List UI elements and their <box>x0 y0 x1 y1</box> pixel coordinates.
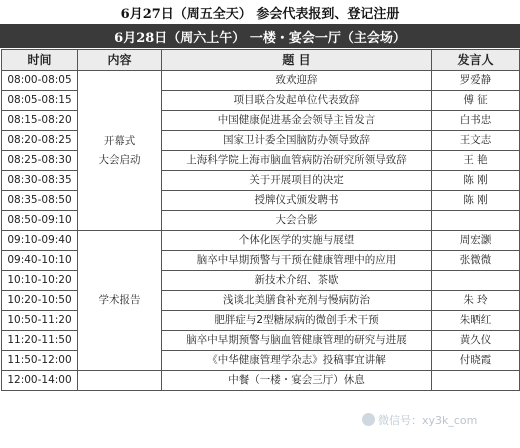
time-cell: 08:50-09:10 <box>2 211 78 231</box>
time-cell: 08:35-08:50 <box>2 191 78 211</box>
section-label: 学术报告 <box>98 294 141 306</box>
time-cell: 09:40-10:10 <box>2 251 78 271</box>
day-session-header: 6月28日（周六上午） 一楼・宴会一厅（主会场） <box>0 24 520 48</box>
topic-cell: 脑卒中早期预警与干预在健康管理中的应用 <box>162 251 432 271</box>
topic-cell: 新技术介绍、茶歇 <box>162 271 432 291</box>
speaker-cell: 白书忠 <box>432 111 520 131</box>
section-cell <box>78 231 162 371</box>
speaker-cell <box>432 271 520 291</box>
topic-cell: 项目联合发起单位代表致辞 <box>162 91 432 111</box>
time-cell: 09:10-09:40 <box>2 231 78 251</box>
speaker-cell: 陈 刚 <box>432 191 520 211</box>
speaker-cell: 朱晒红 <box>432 311 520 331</box>
time-cell: 10:20-10:50 <box>2 291 78 311</box>
topic-cell: 脑卒中早期预警与脑血管健康管理的研究与进展 <box>162 331 432 351</box>
topic-cell: 浅谈北美膳食补充剂与慢病防治 <box>162 291 432 311</box>
topic-cell: 个体化医学的实施与展望 <box>162 231 432 251</box>
watermark-text: 微信号：xy3k_com <box>378 414 478 427</box>
section-cell <box>78 71 162 231</box>
time-cell: 08:15-08:20 <box>2 111 78 131</box>
registration-banner: 6月27日（周五全天） 参会代表报到、登记注册 <box>120 6 400 22</box>
time-cell: 11:50-12:00 <box>2 351 78 371</box>
topic-cell: 致欢迎辞 <box>162 71 432 91</box>
speaker-cell: 王 艳 <box>432 151 520 171</box>
section-cell-empty <box>78 371 162 391</box>
header-speaker: 发言人 <box>432 50 520 71</box>
header-time: 时间 <box>2 50 78 71</box>
speaker-cell: 王文志 <box>432 131 520 151</box>
time-cell: 12:00-14:00 <box>2 371 78 391</box>
topic-cell: 关于开展项目的决定 <box>162 171 432 191</box>
topic-cell: 授牌仪式颁发聘书 <box>162 191 432 211</box>
speaker-cell: 陈 刚 <box>432 171 520 191</box>
topic-cell: 大会合影 <box>162 211 432 231</box>
section-label: 大会启动 <box>98 153 141 166</box>
speaker-cell <box>432 211 520 231</box>
section-label: 开幕式 <box>103 134 136 147</box>
speaker-cell: 傅 征 <box>432 91 520 111</box>
table-row <box>2 231 520 251</box>
speaker-cell <box>432 371 520 391</box>
topic-cell: 《中华健康管理学杂志》投稿事宜讲解 <box>162 351 432 371</box>
topic-cell: 中餐（一楼・宴会三厅）休息 <box>162 371 432 391</box>
speaker-cell: 付晓霞 <box>432 351 520 371</box>
header-section: 内容 <box>78 50 162 71</box>
speaker-cell: 黄久仪 <box>432 331 520 351</box>
table-row <box>2 371 520 391</box>
wechat-icon <box>362 413 375 426</box>
schedule-table <box>1 49 520 391</box>
speaker-cell: 罗爱静 <box>432 71 520 91</box>
time-cell: 10:10-10:20 <box>2 271 78 291</box>
time-cell: 10:50-11:20 <box>2 311 78 331</box>
time-cell: 11:20-11:50 <box>2 331 78 351</box>
time-cell: 08:25-08:30 <box>2 151 78 171</box>
topic-cell: 上海科学院上海市脑血管病防治研究所领导致辞 <box>162 151 432 171</box>
time-cell: 08:30-08:35 <box>2 171 78 191</box>
speaker-cell: 周宏灏 <box>432 231 520 251</box>
topic-cell: 国家卫计委全国脑防办领导致辞 <box>162 131 432 151</box>
speaker-cell: 张微微 <box>432 251 520 271</box>
topic-cell: 肥胖症与2型糖尿病的微创手术干预 <box>162 311 432 331</box>
header-row <box>2 50 520 71</box>
table-row <box>2 71 520 91</box>
topic-cell: 中国健康促进基金会领导主旨发言 <box>162 111 432 131</box>
speaker-cell: 朱 玲 <box>432 291 520 311</box>
wechat-watermark <box>362 412 477 428</box>
time-cell: 08:20-08:25 <box>2 131 78 151</box>
header-topic: 题 目 <box>162 50 432 71</box>
time-cell: 08:05-08:15 <box>2 91 78 111</box>
time-cell: 08:00-08:05 <box>2 71 78 91</box>
